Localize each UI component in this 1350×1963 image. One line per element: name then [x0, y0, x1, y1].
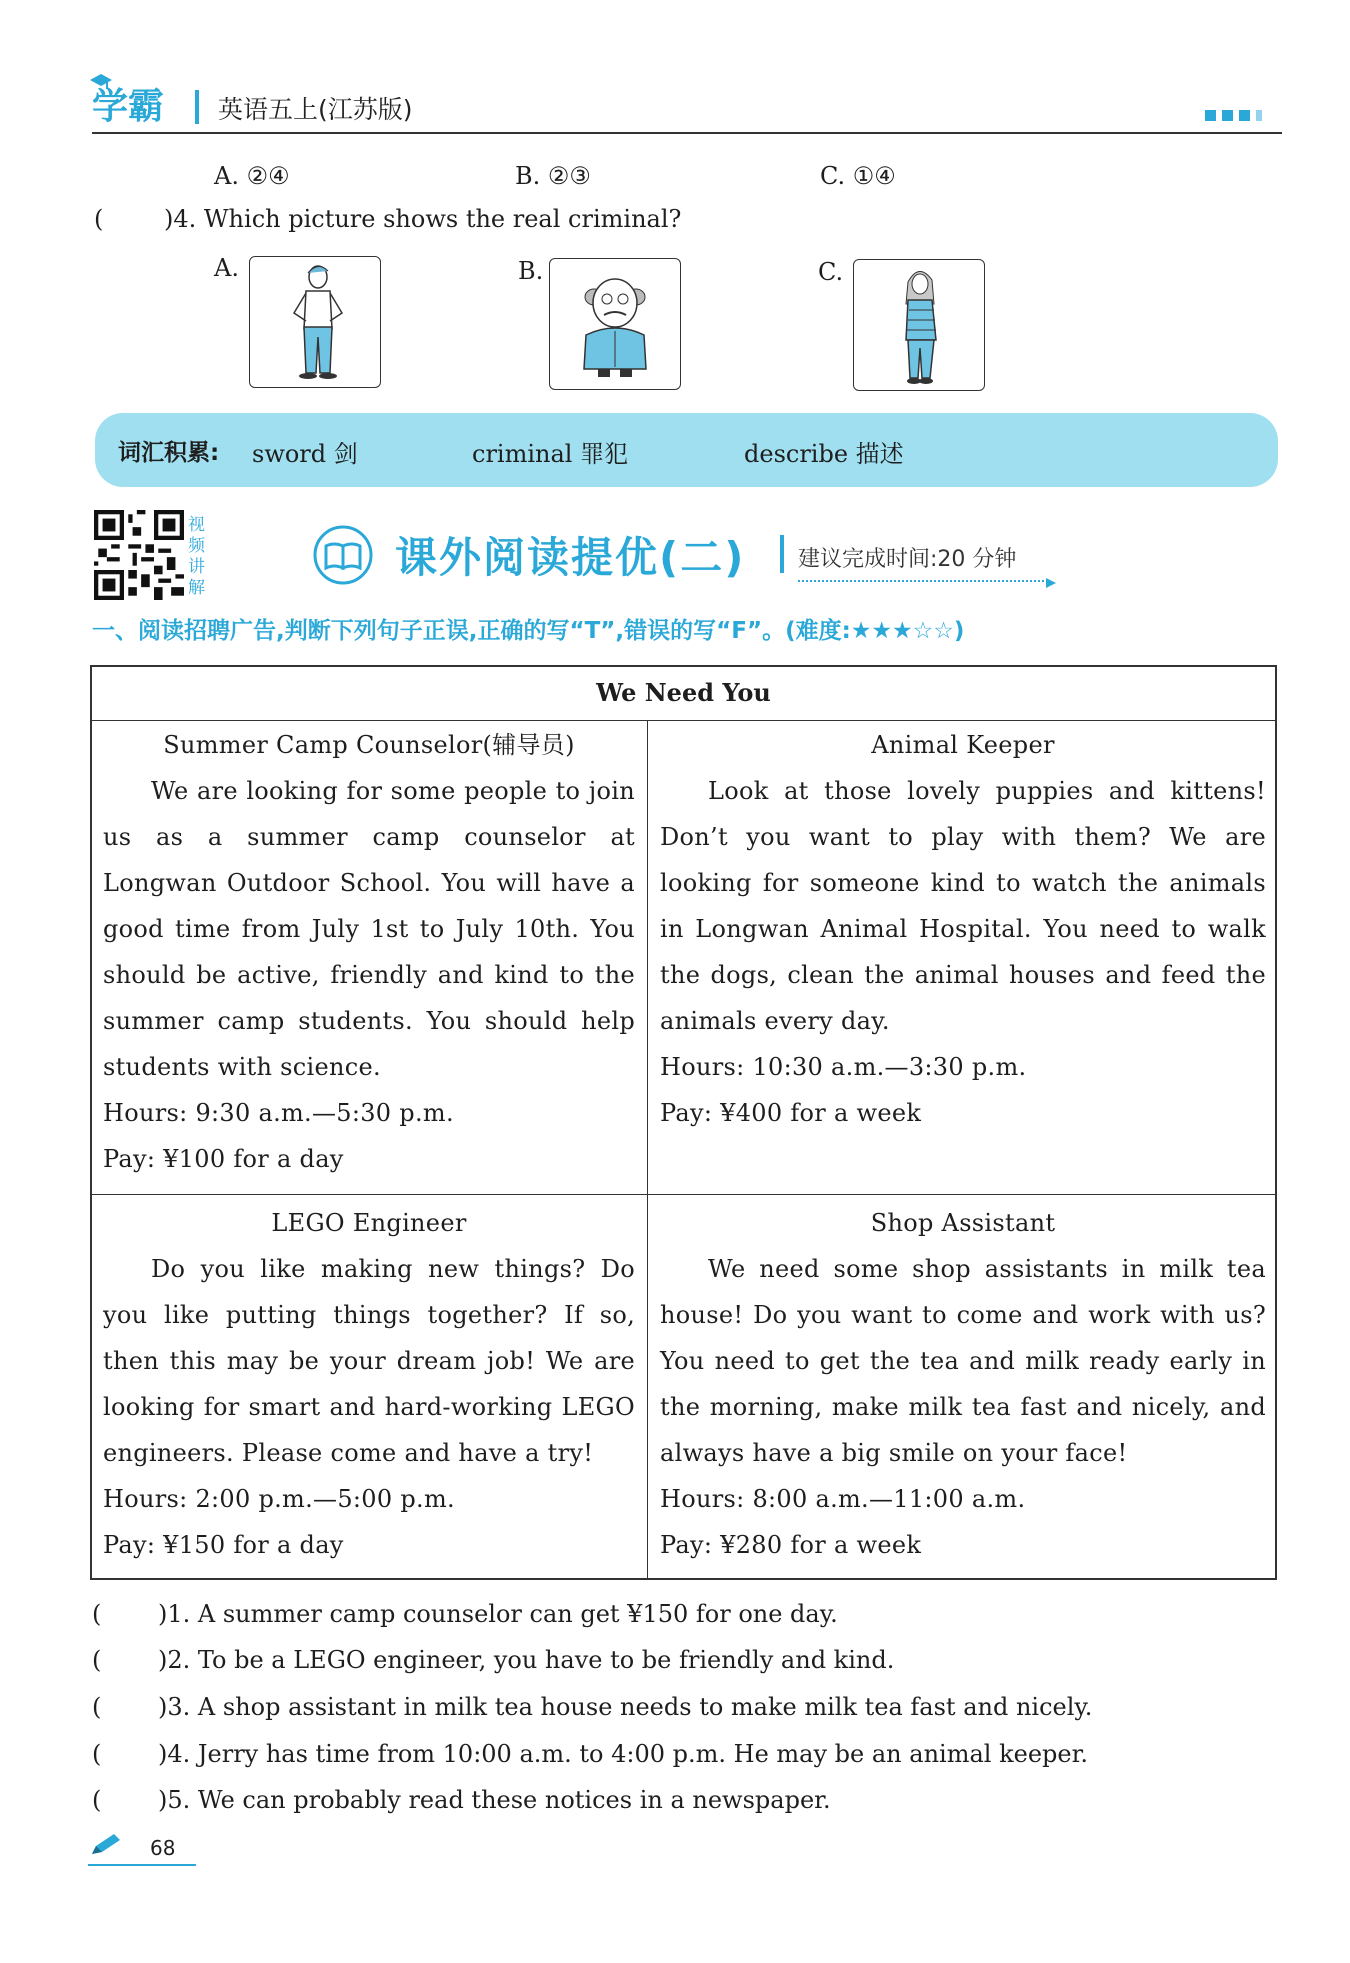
header-square-icon	[1256, 110, 1262, 121]
question-2-bracket: (	[92, 1646, 102, 1674]
picture-a	[249, 256, 381, 388]
q3-option-b: B. ②③	[515, 162, 591, 190]
ad-body: We need some shop assistants in milk tea house! Do you want to come and work with us? You need to get the tea and milk ready early in the morning, make milk tea fast and nicely, and always have a big smile on your face!	[660, 1255, 1266, 1467]
woman-icon	[854, 260, 984, 390]
question-5-bracket: (	[92, 1786, 102, 1814]
question-1-bracket: (	[92, 1600, 102, 1628]
ad-pay: Pay: ¥400 for a week	[660, 1099, 922, 1127]
brand-logo: 学霸	[92, 86, 165, 127]
header-square-icon	[1239, 110, 1250, 121]
vocab-item-describe: describe 描述	[744, 440, 904, 468]
ad-body: We are looking for some people to join us as a summer camp counselor at Longwan Outdoor School. You will have a good time from July 1st to July 10th. You should be active, friendly and kind to the summer camp students. You should help students with science.	[103, 777, 635, 1081]
table-row-divider	[92, 1194, 1275, 1195]
vocab-label: 词汇积累:	[118, 440, 220, 466]
ad-pay: Pay: ¥280 for a week	[660, 1531, 922, 1559]
book-icon	[312, 524, 374, 590]
young-man-icon	[250, 257, 380, 387]
q3-option-a: A. ②④	[214, 162, 290, 190]
question-4-bracket: (	[92, 1740, 102, 1768]
ad-cell-shop-assistant	[660, 1200, 1266, 1568]
ad-heading: Shop Assistant	[870, 1209, 1056, 1237]
ad-body: Look at those lovely puppies and kittens! Don’t you want to play with them? We are looking for someone kind to watch the animals in Longwan Animal Hospital. You need to walk the dogs, clean the animal houses and feed the animals every day.	[660, 777, 1266, 1035]
q4-text: )4. Which picture shows the real criminal?	[164, 205, 682, 233]
section-title: 课外阅读提优(二)	[395, 533, 746, 582]
table-title: We Need You	[596, 678, 771, 707]
ad-hours: Hours: 2:00 p.m.—5:00 p.m.	[103, 1485, 455, 1513]
ad-heading: Summer Camp Counselor(辅导员)	[163, 731, 575, 759]
ad-body: Do you like making new things? Do you like putting things together? If so, then this may be your dream job! We are looking for smart and hard-working LEGO engineers. Please come and have a try!	[103, 1255, 635, 1467]
ad-cell-lego-engineer	[103, 1200, 635, 1568]
question-2: )2. To be a LEGO engineer, you have to be friendly and kind.	[158, 1646, 895, 1674]
ad-heading: LEGO Engineer	[271, 1209, 467, 1237]
question-5: )5. We can probably read these notices in a newspaper.	[158, 1786, 831, 1814]
question-1: )1. A summer camp counselor can get ¥150 for one day.	[158, 1600, 838, 1628]
vocab-item-sword: sword 剑	[252, 440, 358, 468]
table-row-divider	[92, 720, 1275, 721]
page-number: 68	[150, 1836, 176, 1860]
q4-bracket: (	[94, 205, 104, 233]
header-rule	[92, 132, 1282, 134]
arrow-right-icon	[1046, 574, 1058, 593]
q4-option-a-label: A.	[214, 254, 239, 282]
dotted-rule	[798, 580, 1048, 582]
book-title: 英语五上(江苏版)	[218, 95, 413, 124]
page-number-rule	[88, 1864, 196, 1866]
q4-option-c-label: C.	[818, 258, 844, 286]
question-3: )3. A shop assistant in milk tea house needs to make milk tea fast and nicely.	[158, 1693, 1093, 1721]
header-square-icon	[1205, 110, 1216, 121]
ad-heading: Animal Keeper	[871, 731, 1055, 759]
pencil-icon	[90, 1832, 122, 1862]
table-column-divider	[647, 720, 648, 1578]
q4-option-b-label: B.	[518, 257, 544, 285]
old-man-icon	[550, 259, 680, 389]
q3-option-c: C. ①④	[820, 162, 896, 190]
question-3-bracket: (	[92, 1693, 102, 1721]
header-square-icon	[1222, 110, 1233, 121]
ad-hours: Hours: 9:30 a.m.—5:30 p.m.	[103, 1099, 454, 1127]
qr-caption: 视频讲解	[188, 515, 205, 598]
suggested-time: 建议完成时间:20 分钟	[798, 547, 1017, 572]
ad-hours: Hours: 10:30 a.m.—3:30 p.m.	[660, 1053, 1027, 1081]
instruction: 一、阅读招聘广告,判断下列句子正误,正确的写“T”,错误的写“F”。(难度:★★★☆☆)	[92, 618, 965, 644]
ad-pay: Pay: ¥100 for a day	[103, 1145, 344, 1173]
picture-c	[853, 259, 985, 391]
title-divider	[780, 535, 784, 573]
qr-code-icon[interactable]	[94, 510, 184, 600]
ad-cell-animal-keeper	[660, 722, 1266, 1136]
question-4: )4. Jerry has time from 10:00 a.m. to 4:00 p.m. He may be an animal keeper.	[158, 1740, 1089, 1768]
ad-hours: Hours: 8:00 a.m.—11:00 a.m.	[660, 1485, 1026, 1513]
ad-cell-counselor	[103, 722, 635, 1182]
picture-b	[549, 258, 681, 390]
logo-divider	[195, 90, 199, 124]
ad-pay: Pay: ¥150 for a day	[103, 1531, 344, 1559]
vocab-item-criminal: criminal 罪犯	[472, 440, 629, 468]
